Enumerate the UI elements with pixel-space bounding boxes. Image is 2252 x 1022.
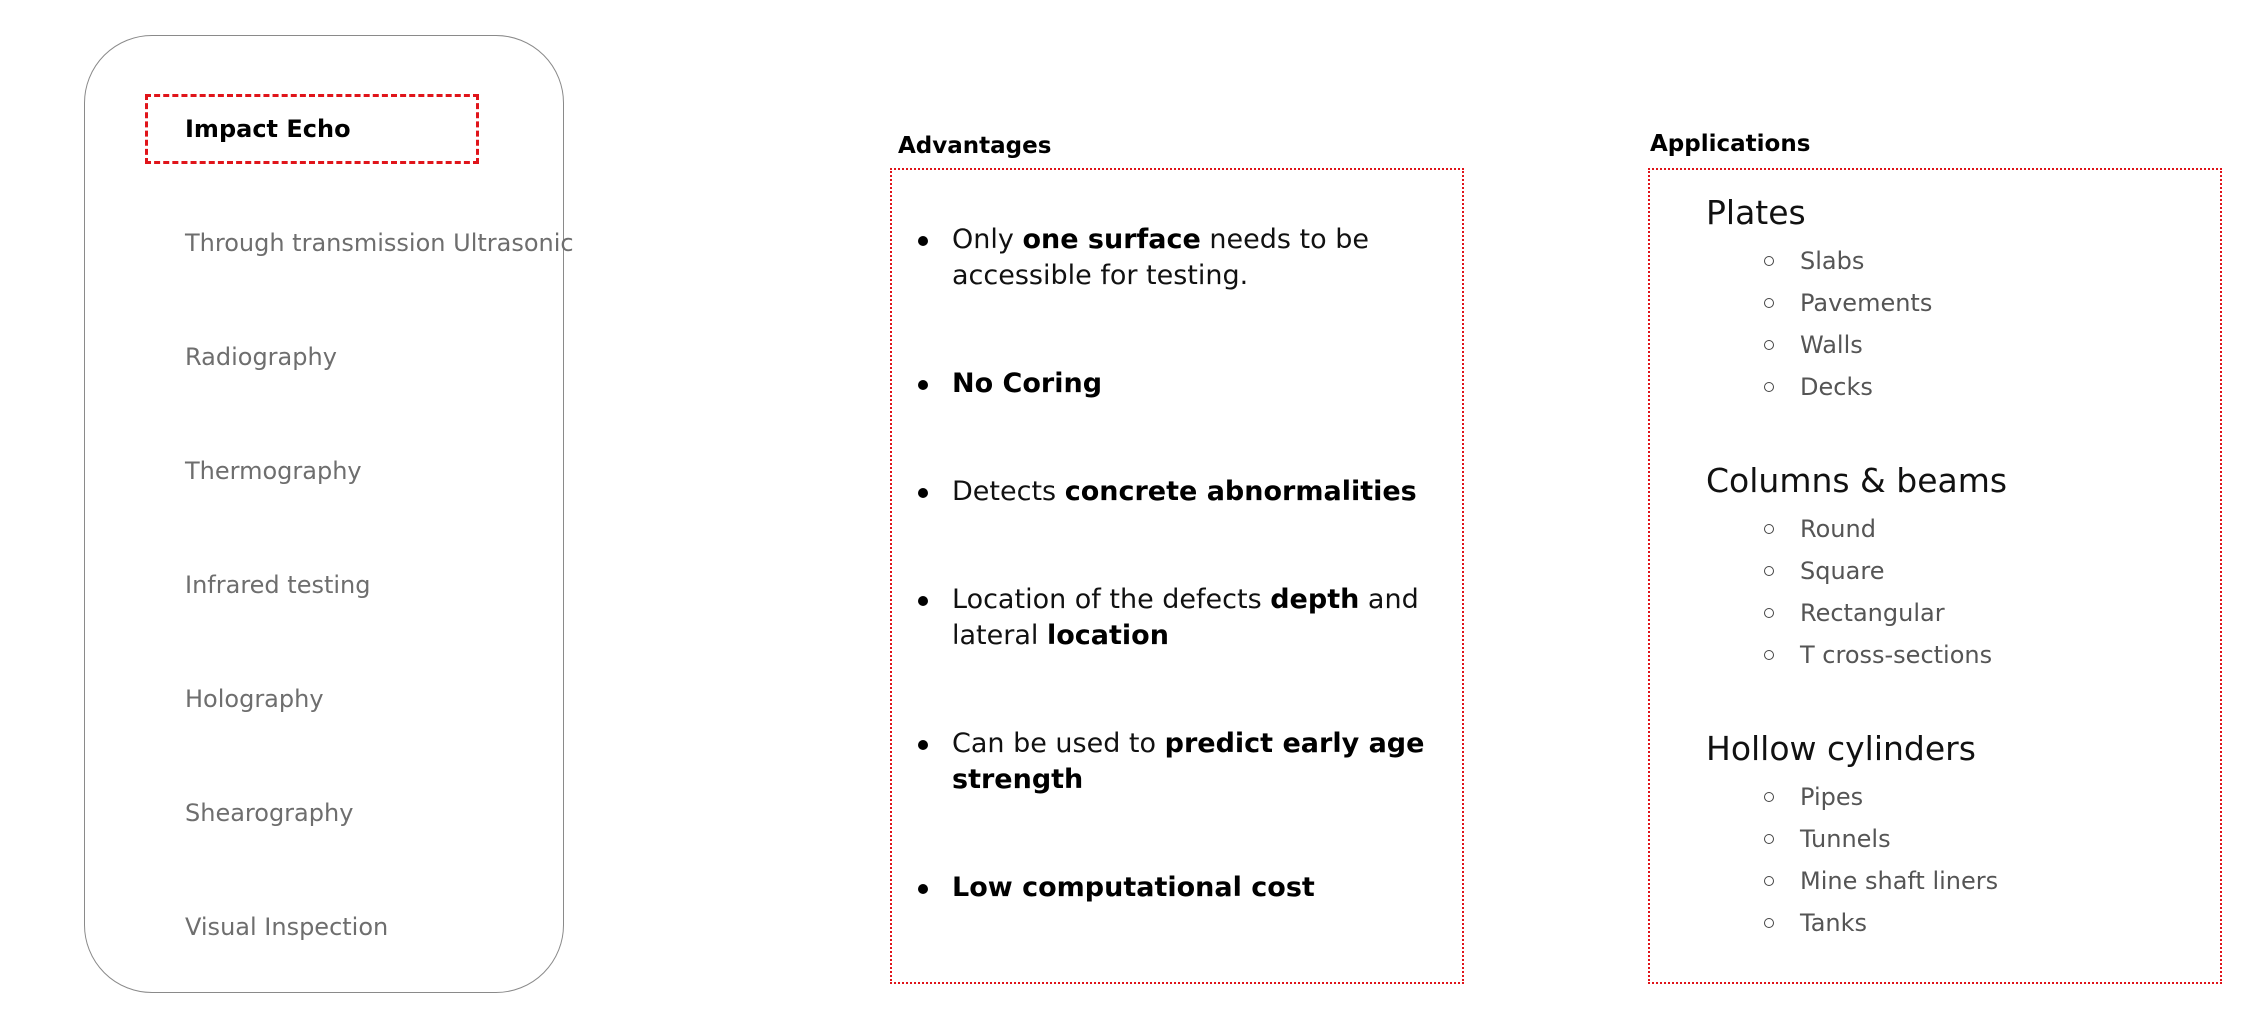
application-item: Pavements	[1764, 282, 1932, 324]
method-item-shearography[interactable]: Shearography	[185, 799, 354, 827]
application-group-heading: Columns & beams	[1706, 461, 2008, 500]
advantage-item	[952, 870, 1432, 906]
circle-bullet-icon	[1764, 918, 1774, 928]
method-item-thermography[interactable]: Thermography	[185, 457, 362, 485]
application-group-columns-beams	[1706, 460, 2007, 676]
method-list-panel	[84, 35, 574, 993]
application-item: Decks	[1764, 366, 1932, 408]
circle-bullet-icon	[1764, 340, 1774, 350]
bullet-icon	[918, 740, 928, 750]
circle-bullet-icon	[1764, 650, 1774, 660]
circle-bullet-icon	[1764, 834, 1774, 844]
application-item: Rectangular	[1764, 592, 2007, 634]
applications-title: Applications	[1650, 131, 1811, 157]
advantages-box	[890, 168, 1464, 984]
circle-bullet-icon	[1764, 608, 1774, 618]
advantage-text: Detects concrete abnormalities	[952, 476, 1417, 507]
application-group-hollow-cylinders	[1706, 728, 1998, 944]
application-group-heading: Hollow cylinders	[1706, 729, 1976, 768]
circle-bullet-icon	[1764, 382, 1774, 392]
advantage-text: No Coring	[952, 368, 1103, 399]
application-item: Slabs	[1764, 240, 1932, 282]
circle-bullet-icon	[1764, 876, 1774, 886]
application-item: Pipes	[1764, 776, 1998, 818]
circle-bullet-icon	[1764, 792, 1774, 802]
advantage-item	[952, 222, 1432, 294]
applications-box	[1648, 168, 2222, 984]
method-item-holography[interactable]: Holography	[185, 685, 324, 713]
application-item: Round	[1764, 508, 2007, 550]
application-item: Tanks	[1764, 902, 1998, 944]
advantages-title: Advantages	[898, 133, 1052, 159]
advantage-text: Location of the defects depth and lateral location	[952, 584, 1419, 651]
application-group-heading: Plates	[1706, 193, 1806, 232]
circle-bullet-icon	[1764, 298, 1774, 308]
method-item-infrared-testing[interactable]: Infrared testing	[185, 571, 371, 599]
method-item-radiography[interactable]: Radiography	[185, 343, 337, 371]
method-item-visual-inspection[interactable]: Visual Inspection	[185, 913, 389, 941]
advantage-item	[952, 582, 1432, 654]
circle-bullet-icon	[1764, 256, 1774, 266]
circle-bullet-icon	[1764, 566, 1774, 576]
bullet-icon	[918, 884, 928, 894]
application-item: Mine shaft liners	[1764, 860, 1998, 902]
application-item: Square	[1764, 550, 2007, 592]
bullet-icon	[918, 236, 928, 246]
bullet-icon	[918, 596, 928, 606]
advantage-text: Only one surface needs to be accessible for testing.	[952, 224, 1369, 291]
bullet-icon	[918, 380, 928, 390]
advantage-text: Can be used to predict early age strength	[952, 728, 1425, 795]
bullet-icon	[918, 488, 928, 498]
method-item-impact-echo[interactable]: Impact Echo	[185, 115, 351, 143]
circle-bullet-icon	[1764, 524, 1774, 534]
application-item: Walls	[1764, 324, 1932, 366]
application-group-plates	[1706, 192, 1932, 408]
advantage-item	[952, 366, 1432, 402]
advantage-text: Low computational cost	[952, 872, 1315, 903]
advantage-item	[952, 726, 1432, 798]
advantage-item	[952, 474, 1432, 510]
application-item: T cross-sections	[1764, 634, 2007, 676]
method-item-through-transmission-ultrasonic[interactable]: Through transmission Ultrasonic	[185, 229, 574, 257]
application-item: Tunnels	[1764, 818, 1998, 860]
